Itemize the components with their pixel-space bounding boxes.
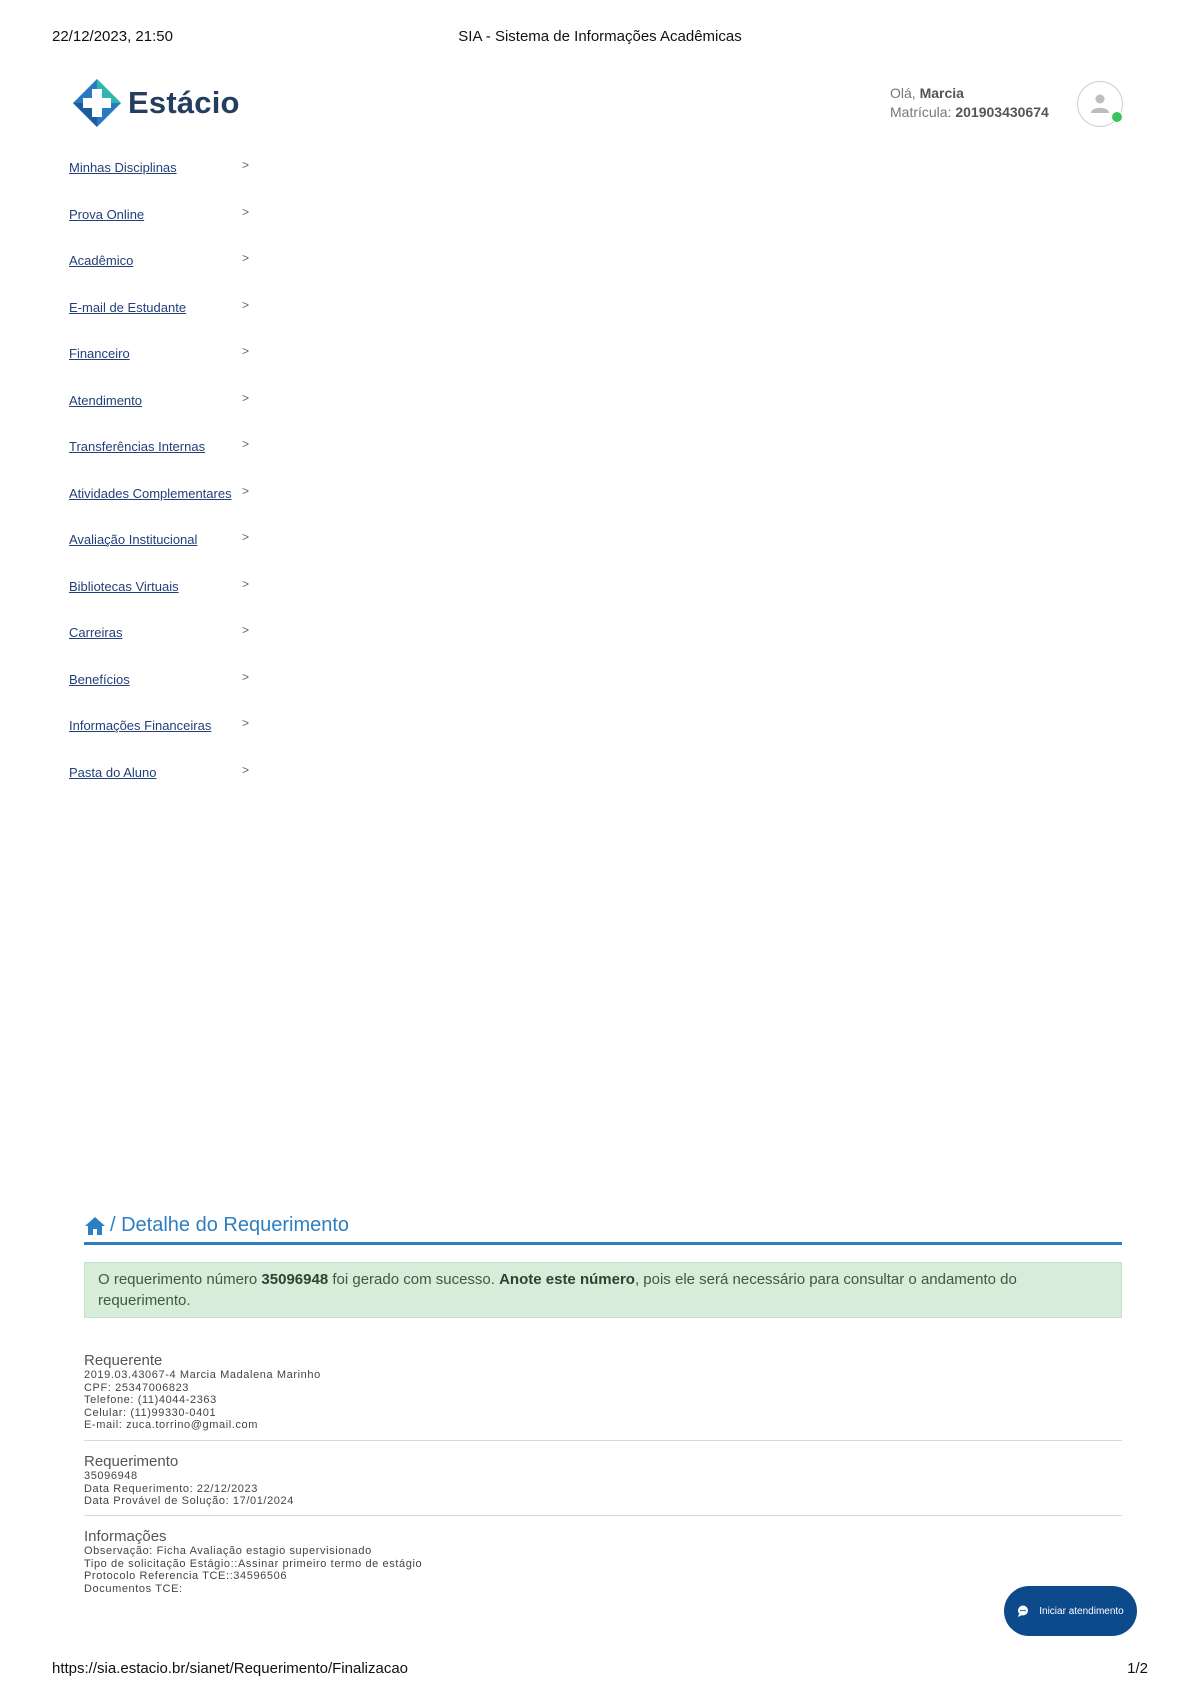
request-number: 35096948 bbox=[261, 1271, 329, 1288]
page-title: / Detalhe do Requerimento bbox=[110, 1214, 350, 1236]
print-doc-title: SIA - Sistema de Informações Acadêmicas bbox=[458, 28, 742, 45]
chevron-right-icon: > bbox=[242, 297, 250, 312]
chevron-right-icon: > bbox=[242, 530, 250, 544]
alert-emphasis: Anote este número bbox=[499, 1271, 635, 1288]
requerimento-section bbox=[84, 1455, 1122, 1508]
menu-item-label[interactable]: Informações Financeiras bbox=[69, 718, 212, 733]
chevron-right-icon: > bbox=[242, 158, 250, 172]
chevron-right-icon: > bbox=[242, 251, 250, 265]
divider bbox=[84, 1440, 1122, 1441]
requerimento-number: 35096948 bbox=[84, 1470, 138, 1482]
estacio-logo-icon bbox=[72, 78, 122, 128]
menu-item-label[interactable]: Transferências Internas bbox=[69, 439, 206, 454]
menu-item-label[interactable]: Acadêmico bbox=[69, 253, 134, 268]
menu-item-minhas-disciplinas[interactable] bbox=[69, 160, 269, 207]
menu-item-beneficios[interactable] bbox=[69, 669, 269, 719]
info-protocolo: Protocolo Referencia TCE::34596506 bbox=[84, 1570, 288, 1582]
print-datetime: 22/12/2023, 21:50 bbox=[52, 28, 173, 45]
home-icon[interactable] bbox=[84, 1216, 106, 1236]
user-icon bbox=[1089, 92, 1111, 114]
menu-item-email-estudante[interactable] bbox=[69, 297, 269, 347]
estacio-logo-text: Estácio bbox=[128, 85, 240, 120]
chevron-right-icon: > bbox=[242, 344, 250, 358]
menu-item-pasta-do-aluno[interactable] bbox=[69, 762, 269, 812]
chevron-right-icon: > bbox=[242, 716, 250, 730]
info-tipo-solicitacao: Tipo de solicitação Estágio::Assinar primeiro termo de estágio bbox=[84, 1557, 423, 1570]
menu-item-bibliotecas-virtuais[interactable] bbox=[69, 576, 269, 626]
alert-text-1: O requerimento número bbox=[98, 1271, 262, 1288]
matricula-value: 201903430674 bbox=[955, 104, 1049, 120]
menu-item-label[interactable]: Financeiro bbox=[69, 346, 130, 361]
section-heading: Requerente bbox=[84, 1352, 163, 1369]
menu-item-informacoes-financeiras[interactable] bbox=[69, 718, 269, 765]
menu-item-label[interactable]: Atendimento bbox=[69, 392, 142, 408]
menu-item-label[interactable]: E-mail de Estudante bbox=[69, 299, 187, 315]
chevron-right-icon: > bbox=[242, 204, 250, 219]
menu-item-transferencias-internas[interactable] bbox=[69, 439, 269, 486]
menu-item-label[interactable]: Minhas Disciplinas bbox=[69, 160, 177, 175]
requerente-cpf: CPF: 25347006823 bbox=[84, 1381, 190, 1394]
menu-item-label[interactable]: Atividades Complementares bbox=[69, 485, 232, 501]
informacoes-section bbox=[84, 1530, 1122, 1595]
menu-item-label[interactable]: Pasta do Aluno bbox=[69, 764, 157, 780]
menu-item-label[interactable]: Benefícios bbox=[69, 671, 130, 687]
estacio-logo[interactable] bbox=[72, 78, 240, 128]
menu-item-atividades-complementares[interactable] bbox=[69, 483, 269, 533]
menu-item-academico[interactable] bbox=[69, 253, 269, 300]
menu-item-avaliacao-institucional[interactable] bbox=[69, 532, 269, 579]
sidebar-menu bbox=[69, 160, 269, 811]
menu-item-carreiras[interactable] bbox=[69, 625, 269, 672]
menu-item-label[interactable]: Prova Online bbox=[69, 206, 145, 222]
chevron-right-icon: > bbox=[242, 669, 250, 684]
chevron-right-icon: > bbox=[242, 623, 250, 637]
chevron-right-icon: > bbox=[242, 437, 250, 451]
info-observacao: Observação: Ficha Avaliação estagio supervisionado bbox=[84, 1545, 372, 1557]
requerimento-date: Data Requerimento: 22/12/2023 bbox=[84, 1482, 258, 1495]
print-page-number: 1/2 bbox=[1127, 1660, 1148, 1677]
chevron-right-icon: > bbox=[242, 762, 250, 777]
matricula-label: Matrícula: bbox=[890, 104, 952, 120]
menu-item-label[interactable]: Bibliotecas Virtuais bbox=[69, 578, 179, 594]
requerente-id-name: 2019.03.43067-4 Marcia Madalena Marinho bbox=[84, 1369, 321, 1381]
menu-item-prova-online[interactable] bbox=[69, 204, 269, 254]
user-info bbox=[890, 84, 1049, 122]
breadcrumb bbox=[84, 1214, 1122, 1237]
chat-bubble-icon bbox=[1017, 1605, 1029, 1617]
section-heading: Requerimento bbox=[84, 1453, 179, 1470]
user-name: Marcia bbox=[919, 85, 964, 101]
start-chat-label: Iniciar atendimento bbox=[1039, 1605, 1124, 1617]
alert-text-2: foi gerado com sucesso. bbox=[328, 1271, 500, 1288]
menu-item-atendimento[interactable] bbox=[69, 390, 269, 440]
section-heading: Informações bbox=[84, 1528, 167, 1545]
requerente-telefone: Telefone: (11)4044-2363 bbox=[84, 1394, 217, 1406]
greeting: Olá, bbox=[890, 85, 916, 101]
menu-item-label[interactable]: Avaliação Institucional bbox=[69, 532, 198, 547]
chevron-right-icon: > bbox=[242, 483, 250, 498]
menu-item-label[interactable]: Carreiras bbox=[69, 625, 123, 640]
start-chat-button[interactable] bbox=[1004, 1586, 1137, 1636]
chevron-right-icon: > bbox=[242, 390, 250, 405]
requerente-email: E-mail: zuca.torrino@gmail.com bbox=[84, 1419, 259, 1431]
success-alert bbox=[84, 1262, 1122, 1318]
alert-text-3: , pois ele será necessário para consultar o andamento do requerimento. bbox=[98, 1271, 1017, 1309]
requerimento-solution-date: Data Provável de Solução: 17/01/2024 bbox=[84, 1495, 294, 1507]
print-url: https://sia.estacio.br/sianet/Requerimento/Finalizacao bbox=[52, 1660, 409, 1677]
requerente-section bbox=[84, 1354, 1122, 1432]
chevron-right-icon: > bbox=[242, 576, 250, 591]
menu-item-financeiro[interactable] bbox=[69, 346, 269, 393]
requerente-celular: Celular: (11)99330-0401 bbox=[84, 1406, 217, 1419]
title-underline bbox=[84, 1242, 1122, 1245]
info-documentos: Documentos TCE: bbox=[84, 1582, 183, 1595]
divider bbox=[84, 1515, 1122, 1516]
online-status-dot bbox=[1111, 111, 1123, 123]
